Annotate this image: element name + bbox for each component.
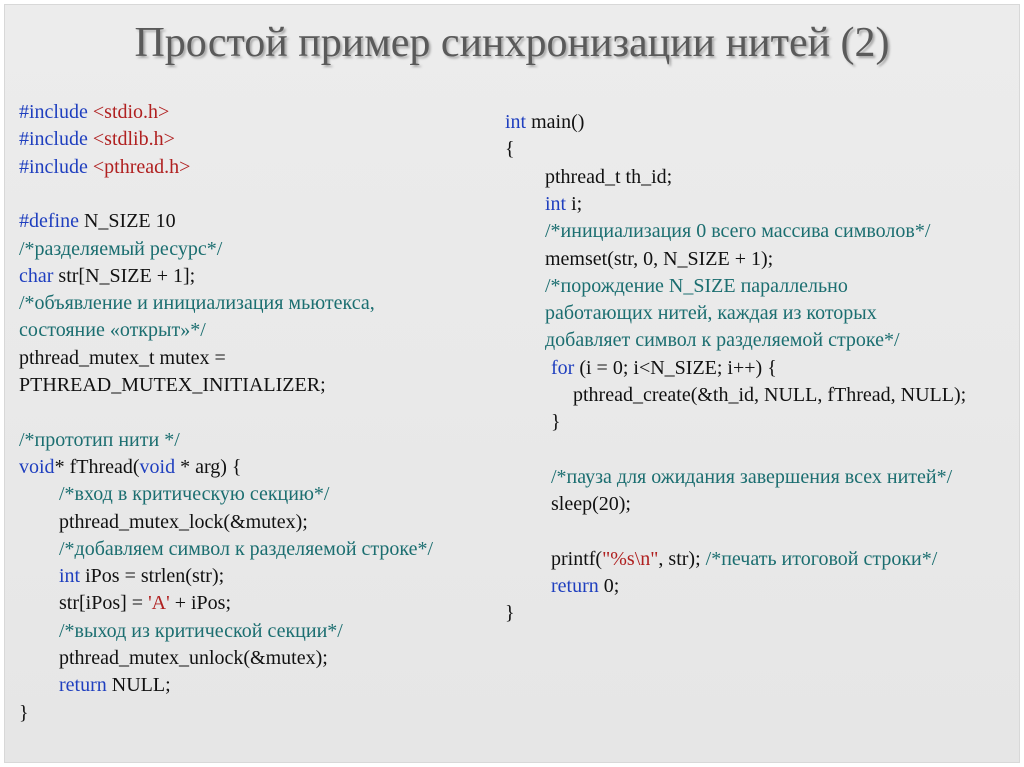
- code-token: void: [19, 455, 55, 478]
- code-token: {: [505, 138, 515, 161]
- code-token: 'A': [148, 592, 170, 615]
- code-line: [19, 427, 180, 454]
- code-line: [59, 563, 224, 590]
- code-token: /*разделяемый ресурс*/: [19, 237, 223, 260]
- code-token: /*инициализация 0 всего массива символов*/: [545, 220, 931, 243]
- code-token: /*прототип нити */: [19, 428, 180, 451]
- code-token: /*добавляем символ к разделяемой строке*/: [59, 537, 434, 560]
- code-token: pthread_mutex_t mutex =: [19, 346, 226, 369]
- code-token: for: [551, 356, 575, 379]
- slide: [4, 4, 1020, 763]
- code-line: [551, 491, 631, 518]
- code-token: str[iPos] =: [59, 592, 149, 615]
- code-token: (i = 0; i<N_SIZE; i++) {: [574, 356, 777, 379]
- code-token: pthread_mutex_lock(&mutex);: [59, 510, 308, 533]
- code-token: NULL;: [106, 674, 171, 697]
- code-token: pthread_t th_id;: [545, 165, 673, 188]
- code-token: добавляет символ к разделяемой строке*/: [545, 329, 900, 352]
- code-line: [545, 191, 582, 218]
- code-token: #define: [19, 210, 84, 233]
- code-token: printf(: [551, 547, 603, 570]
- code-token: char: [19, 264, 54, 287]
- code-line: [19, 345, 226, 372]
- code-token: main(): [526, 111, 585, 133]
- code-line: [19, 263, 195, 290]
- code-token: sleep(20);: [551, 493, 631, 516]
- code-token: * arg) {: [175, 455, 242, 478]
- code-line: [551, 546, 937, 573]
- code-token: <pthread.h>: [92, 155, 191, 178]
- code-token: }: [505, 602, 515, 625]
- code-line: [59, 536, 433, 563]
- code-line: [59, 618, 343, 645]
- code-token: return: [59, 674, 107, 697]
- code-line: [545, 273, 848, 300]
- code-token: }: [19, 701, 29, 724]
- left-code-block: [19, 99, 509, 749]
- code-token: , str);: [658, 547, 706, 570]
- code-token: void: [139, 455, 176, 478]
- code-line: [545, 300, 877, 327]
- code-token: int: [59, 565, 81, 588]
- code-line: [505, 600, 515, 627]
- code-line: [505, 136, 515, 163]
- code-line: [19, 208, 176, 235]
- slide-title: Простой пример синхронизации нитей (2): [134, 20, 890, 66]
- code-token: str[N_SIZE + 1];: [53, 264, 196, 287]
- code-token: <stdio.h>: [92, 101, 170, 123]
- code-line: [59, 672, 171, 699]
- code-token: работающих нитей, каждая из которых: [545, 302, 877, 325]
- code-line: [19, 372, 326, 399]
- code-token: iPos = strlen(str);: [80, 565, 225, 588]
- code-token: "%s\n": [602, 547, 659, 570]
- code-line: [551, 409, 561, 436]
- code-token: <stdlib.h>: [92, 128, 175, 151]
- code-line: [59, 590, 231, 617]
- code-token: return: [551, 575, 599, 598]
- code-token: 0;: [598, 575, 620, 598]
- code-token: }: [551, 411, 561, 434]
- code-token: состояние «открыт»*/: [19, 319, 206, 342]
- code-line: [19, 126, 175, 153]
- code-token: int: [505, 111, 527, 133]
- code-line: [19, 700, 29, 727]
- code-token: /*пауза для ожидания завершения всех нитей*/: [551, 465, 953, 488]
- code-line: [59, 481, 329, 508]
- code-token: N_SIZE 10: [83, 210, 176, 233]
- code-line: [59, 645, 328, 672]
- code-line: [545, 327, 900, 354]
- code-token: #include: [19, 101, 93, 123]
- code-token: i;: [566, 192, 583, 215]
- code-line: [19, 236, 222, 263]
- code-line: [551, 464, 952, 491]
- code-token: /*порождение N_SIZE параллельно: [545, 274, 848, 297]
- code-token: PTHREAD_MUTEX_INITIALIZER;: [19, 374, 326, 396]
- code-token: /*печать итоговой строки*/: [705, 547, 938, 570]
- code-line: [545, 218, 930, 245]
- code-token: /*объявление и инициализация мьютекса,: [19, 292, 375, 315]
- code-line: [19, 317, 206, 344]
- code-token: + iPos;: [169, 592, 232, 615]
- code-token: #include: [19, 128, 93, 151]
- code-line: [59, 509, 308, 536]
- code-line: [19, 99, 169, 126]
- code-token: #include: [19, 155, 93, 178]
- code-token: pthread_mutex_unlock(&mutex);: [59, 647, 328, 669]
- code-line: [551, 573, 619, 600]
- code-token: pthread_create(&th_id, NULL, fThread, NULL);: [573, 384, 967, 406]
- code-line: [19, 290, 375, 317]
- code-line: [551, 355, 777, 382]
- code-token: memset(str, 0, N_SIZE + 1);: [545, 247, 774, 270]
- code-line: [545, 246, 773, 273]
- code-line: [505, 109, 584, 136]
- right-code-block: [505, 109, 1017, 649]
- code-line: [545, 164, 672, 191]
- code-token: /*выход из критической секции*/: [59, 619, 343, 642]
- code-token: int: [545, 192, 567, 215]
- code-token: * fThread(: [54, 455, 140, 478]
- code-line: [573, 382, 966, 409]
- code-line: [19, 154, 190, 181]
- code-line: [19, 454, 242, 481]
- code-token: /*вход в критическую секцию*/: [59, 483, 330, 506]
